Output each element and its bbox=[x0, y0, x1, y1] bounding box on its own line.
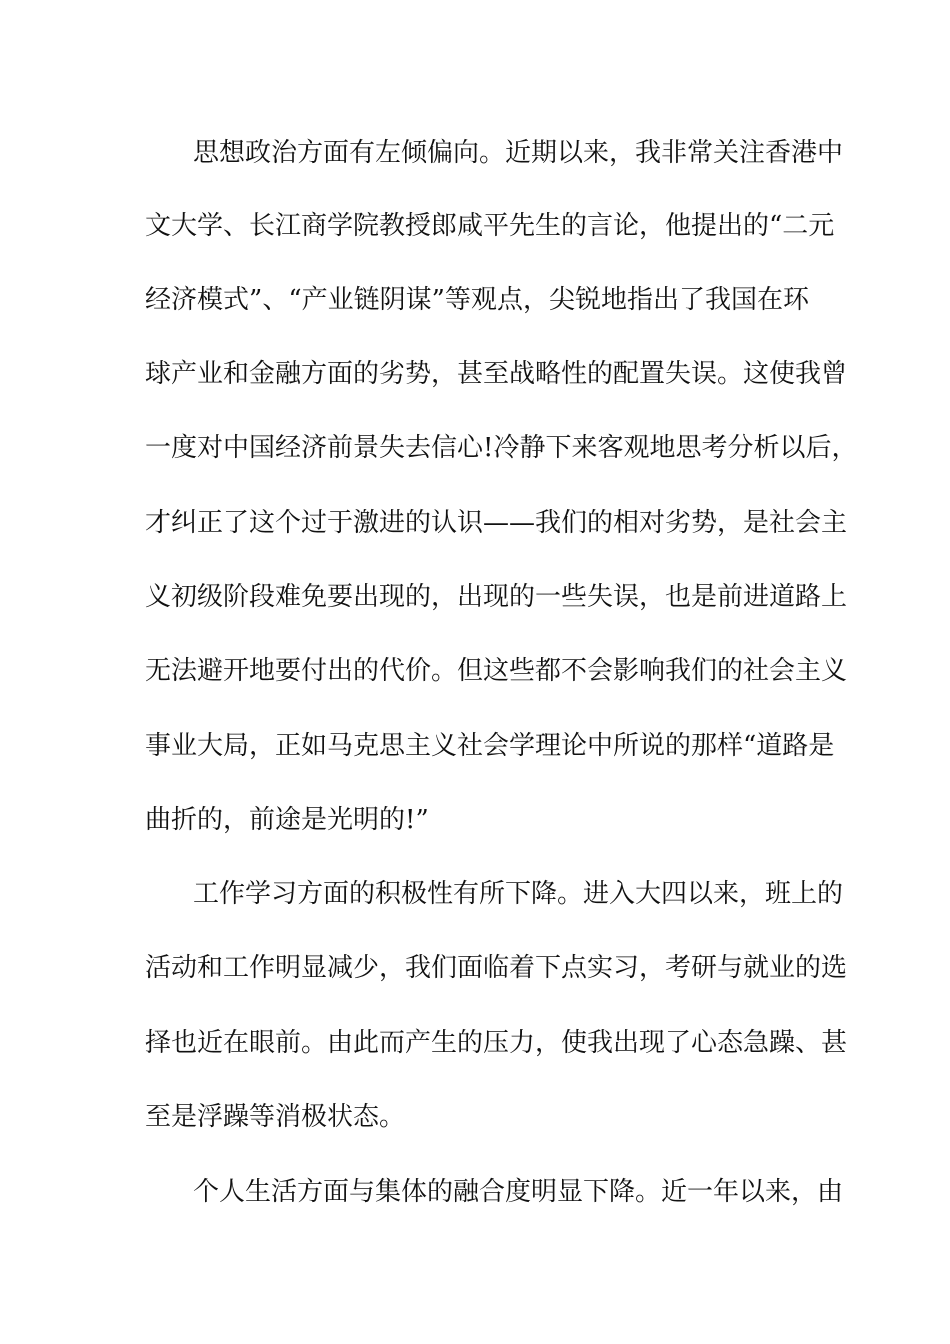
paragraph-1-line-2: 文大学、长江商学院教授郎咸平先生的言论，他提出的“二元 bbox=[145, 211, 835, 241]
paragraph-2-line-4: 至是浮躁等消极状态。 bbox=[145, 1102, 406, 1132]
paragraph-1-line-4: 球产业和金融方面的劣势，甚至战略性的配置失误。这使我曾 bbox=[145, 359, 848, 389]
paragraph-1-line-9: 事业大局，正如马克思主义社会学理论中所说的那样“道路是 bbox=[145, 731, 835, 761]
paragraph-1-line-3: 经济模式”、“产业链阴谋”等观点，尖锐地指出了我国在环 bbox=[145, 285, 809, 315]
paragraph-1-line-7: 义初级阶段难免要出现的，出现的一些失误，也是前进道路上 bbox=[145, 582, 848, 612]
paragraph-2-line-3: 择也近在眼前。由此而产生的压力，使我出现了心态急躁、甚 bbox=[145, 1028, 848, 1058]
paragraph-2-line-2: 活动和工作明显减少，我们面临着下点实习，考研与就业的选 bbox=[145, 953, 848, 983]
paragraph-1-line-8: 无法避开地要付出的代价。但这些都不会影响我们的社会主义 bbox=[145, 656, 848, 686]
paragraph-1-line-5: 一度对中国经济前景失去信心!冷静下来客观地思考分析以后， bbox=[145, 433, 858, 463]
paragraph-3-line-1: 个人生活方面与集体的融合度明显下降。近一年以来，由 bbox=[193, 1177, 844, 1207]
paragraph-1-line-6: 才纠正了这个过于激进的认识——我们的相对劣势，是社会主 bbox=[145, 508, 848, 538]
paragraph-2-line-1: 工作学习方面的积极性有所下降。进入大四以来，班上的 bbox=[193, 879, 844, 909]
paragraph-1-line-1: 思想政治方面有左倾偏向。近期以来，我非常关注香港中 bbox=[193, 138, 844, 168]
paragraph-1-line-10: 曲折的，前途是光明的!” bbox=[145, 805, 429, 835]
